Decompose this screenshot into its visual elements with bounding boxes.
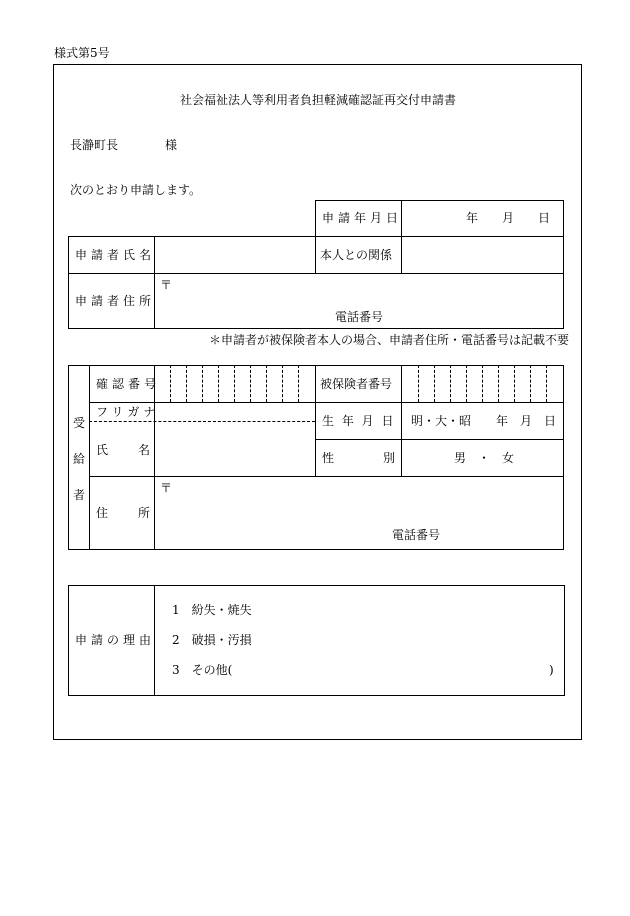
insured-number-label: 被保険者番号 [320,377,393,391]
applicant-name-field[interactable] [156,238,313,272]
application-month-label: 月 [502,211,515,225]
recipient-side-label-2: 給 [72,452,85,466]
recipient-postal-mark: 〒 [160,481,173,495]
reason-option-1[interactable]: 1 紛失・焼失 [172,603,252,617]
confirm-number-field[interactable] [156,367,313,401]
applicant-phone-label: 電話番号 [335,310,384,324]
relation-label: 本人との関係 [320,248,393,262]
recipient-side-label-1: 受 [72,416,85,430]
intro-text: 次のとおり申請します。 [70,183,202,197]
recipient-address-label-b: 所 [138,506,151,520]
recipient-phone-label: 電話番号 [392,528,441,542]
applicant-note: ＊申請者が被保険者本人の場合、申請者住所・電話番号は記載不要 [209,333,570,347]
gender-label: 性 [322,451,335,465]
furigana-field[interactable] [156,404,313,420]
form-title: 社会福祉法人等利用者負担軽減確認証再交付申請書 [180,93,457,107]
birth-year-label: 年 [496,414,509,428]
reason-close-paren: ) [549,663,554,677]
application-day-label: 日 [538,211,551,225]
addressee-official: 長瀞町長 [70,138,119,152]
recipient-name-label-b: 名 [138,443,151,457]
recipient-name-label-a: 氏 [96,443,109,457]
recipient-side-label-3: 者 [72,488,85,502]
application-date-label: 申請年月日 [322,211,403,225]
reason-option-3[interactable]: 3 その他( [172,663,233,677]
gender-options[interactable]: 男 ・ 女 [454,451,515,465]
birth-day-label: 日 [544,414,557,428]
reason-option-2[interactable]: 2 破損・汚損 [172,633,252,647]
birth-month-label: 月 [520,414,533,428]
relation-field[interactable] [403,238,562,272]
recipient-name-field[interactable] [156,423,313,475]
insured-number-field[interactable] [403,367,562,401]
recipient-address-label-a: 住 [96,506,109,520]
furigana-label: フリガナ [96,405,160,419]
applicant-name-label: 申請者氏名 [75,248,156,262]
form-number: 様式第5号 [54,46,110,60]
reason-label: 申請の理由 [75,633,156,647]
applicant-address-label: 申請者住所 [75,294,156,308]
confirm-number-label: 確認番号 [96,377,161,391]
birth-era: 明・大・昭 [411,414,472,428]
gender-label-b: 別 [383,451,396,465]
birth-date-label: 生 年 月 日 [322,414,396,428]
recipient-address-field[interactable] [156,478,562,548]
addressee-honorific: 様 [165,138,178,152]
application-year-label: 年 [466,211,479,225]
applicant-postal-mark: 〒 [160,278,173,292]
